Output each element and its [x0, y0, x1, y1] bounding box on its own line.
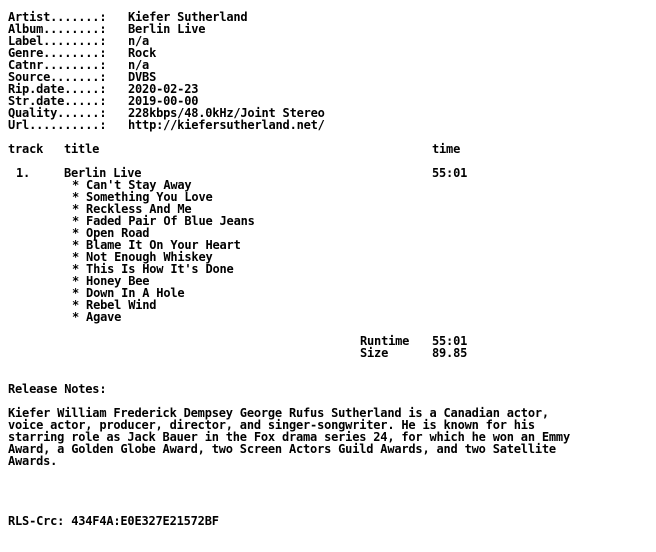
song-title: * Faded Pair Of Blue Jeans	[72, 214, 255, 228]
track-time: 55:01	[432, 166, 468, 180]
song-title: * Open Road	[72, 226, 150, 240]
song-item	[8, 311, 656, 323]
release-notes-text: Kiefer William Frederick Dempsey George Rufus Sutherland is a Canadian actor,	[8, 406, 549, 420]
song-title: * Honey Bee	[72, 274, 150, 288]
nfo-document	[8, 11, 656, 527]
header-key: Catnr........:	[8, 58, 107, 72]
spacer	[8, 491, 656, 503]
release-notes-text: Awards.	[8, 454, 58, 468]
runtime-label: Runtime	[360, 334, 410, 348]
header-value: n/a	[128, 58, 150, 72]
header-url	[8, 119, 656, 131]
release-notes-line	[8, 443, 656, 455]
url-link[interactable]: http://kiefersutherland.net/	[128, 118, 325, 132]
spacer	[8, 323, 656, 335]
header-value: Berlin Live	[128, 22, 206, 36]
release-notes-heading-text: Release Notes:	[8, 382, 107, 396]
track-title: Berlin Live	[64, 166, 142, 180]
header-key: Str.date.....:	[8, 94, 107, 108]
header-key: Label........:	[8, 34, 107, 48]
tracklist-header	[8, 143, 656, 155]
release-notes-text: starring role as Jack Bauer in the Fox drama series 24, for which he won an Emmy	[8, 430, 570, 444]
header-key: Rip.date.....:	[8, 82, 107, 96]
header-value: 2020-02-23	[128, 82, 199, 96]
song-title: * Blame It On Your Heart	[72, 238, 241, 252]
song-title: * Not Enough Whiskey	[72, 250, 213, 264]
column-time: time	[432, 142, 461, 156]
song-title: * Down In A Hole	[72, 286, 185, 300]
song-title: * This Is How It's Done	[72, 262, 234, 276]
header-key: Artist.......:	[8, 10, 107, 24]
spacer	[8, 131, 656, 143]
size-value: 89.85	[432, 346, 468, 360]
header-key: Source.......:	[8, 70, 107, 84]
spacer	[8, 479, 656, 491]
header-value: 228kbps/48.0kHz/Joint Stereo	[128, 106, 325, 120]
song-title: * Something You Love	[72, 190, 213, 204]
size-row	[8, 347, 656, 359]
release-notes-heading	[8, 383, 656, 395]
header-key: Url..........:	[8, 118, 107, 132]
spacer	[8, 467, 656, 479]
header-key: Quality......:	[8, 106, 107, 120]
header-value: 2019-00-00	[128, 94, 199, 108]
runtime-row	[8, 335, 656, 347]
song-title: * Can't Stay Away	[72, 178, 192, 192]
song-title: * Agave	[72, 310, 122, 324]
release-notes-text: voice actor, producer, director, and singer-songwriter. He is known for his	[8, 418, 535, 432]
header-value: DVBS	[128, 70, 157, 84]
header-key: Genre........:	[8, 46, 107, 60]
spacer	[8, 359, 656, 371]
column-title: title	[64, 142, 100, 156]
crc-line	[8, 515, 656, 527]
column-track: track	[8, 142, 44, 156]
release-notes-text: Award, a Golden Globe Award, two Screen Actors Guild Awards, and two Satellite	[8, 442, 556, 456]
song-title: * Reckless And Me	[72, 202, 192, 216]
release-notes-line	[8, 455, 656, 467]
header-value: n/a	[128, 34, 150, 48]
song-title: * Rebel Wind	[72, 298, 157, 312]
header-value: Rock	[128, 46, 157, 60]
header-key: Album........:	[8, 22, 107, 36]
track-number: 1.	[16, 166, 31, 180]
size-label: Size	[360, 346, 389, 360]
runtime-value: 55:01	[432, 334, 468, 348]
header-value: Kiefer Sutherland	[128, 10, 248, 24]
crc-text: RLS-Crc: 434F4A:E0E327E21572BF	[8, 514, 219, 528]
